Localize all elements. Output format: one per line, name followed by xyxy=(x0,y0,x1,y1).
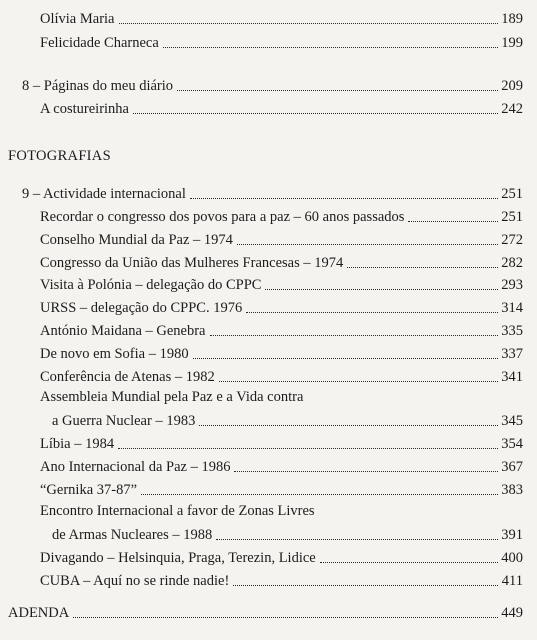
toc-entry-title: 8 – Páginas do meu diário xyxy=(22,78,174,94)
toc-entry-page: 209 xyxy=(501,78,523,94)
dot-leader xyxy=(141,494,498,495)
toc-entry xyxy=(40,479,523,499)
toc-entry-page: 293 xyxy=(501,277,523,293)
dot-leader xyxy=(265,289,498,290)
toc-entry-title: A costureirinha xyxy=(40,101,129,117)
dot-leader xyxy=(190,198,498,199)
toc-entry-title: Recordar o congresso dos povos para a paz – 60 anos passados xyxy=(40,209,405,225)
toc-entry-title: 9 – Actividade internacional xyxy=(22,186,186,202)
dot-leader xyxy=(119,23,499,24)
toc-entry xyxy=(40,274,523,294)
toc-entry-title-line1: Encontro Internacional a favor de Zonas Livres xyxy=(40,503,315,519)
toc-entry xyxy=(40,433,523,453)
toc-entry xyxy=(8,602,523,622)
toc-entry xyxy=(40,229,523,249)
toc-entry-title: Congresso da União das Mulheres Francesas – 1974 xyxy=(40,255,344,271)
toc-entry-page: 189 xyxy=(501,11,523,27)
dot-leader xyxy=(210,335,499,336)
toc-entry xyxy=(40,297,523,317)
toc-entry-title: Divagando – Helsinquia, Praga, Terezin, Lidice xyxy=(40,550,316,566)
toc-chapter xyxy=(22,183,523,203)
toc-chapter xyxy=(22,75,523,95)
toc-entry-page: 383 xyxy=(501,482,523,498)
toc-entry-title: Felicidade Charneca xyxy=(40,35,159,51)
dot-leader xyxy=(233,585,498,586)
toc-entry-page: 341 xyxy=(501,369,523,385)
toc-entry-page: 411 xyxy=(501,573,523,589)
toc-entry-title: De novo em Sofia – 1980 xyxy=(40,346,189,362)
toc-entry xyxy=(40,206,523,226)
dot-leader xyxy=(237,244,498,245)
dot-leader xyxy=(347,267,498,268)
toc-entry xyxy=(40,343,523,363)
toc-entry-title-line1: Assembleia Mundial pela Paz e a Vida contra xyxy=(40,389,304,405)
toc-entry-page: 354 xyxy=(501,436,523,452)
dot-leader xyxy=(320,562,498,563)
toc-entry-page: 314 xyxy=(501,300,523,316)
toc-entry xyxy=(40,547,523,567)
dot-leader xyxy=(73,617,498,618)
toc-entry xyxy=(40,8,523,28)
toc-entry-title-line2: de Armas Nucleares – 1988 xyxy=(52,527,213,543)
dot-leader xyxy=(118,448,498,449)
toc-entry-title: Olívia Maria xyxy=(40,11,115,27)
toc-entry-page: 282 xyxy=(501,255,523,271)
dot-leader xyxy=(199,425,498,426)
dot-leader xyxy=(193,358,498,359)
toc-entry-title: ADENDA xyxy=(8,605,70,621)
section-heading: FOTOGRAFIAS xyxy=(8,148,111,164)
toc-entry xyxy=(40,456,523,476)
dot-leader xyxy=(234,471,498,472)
toc-entry xyxy=(52,410,523,430)
toc-entry-page: 335 xyxy=(501,323,523,339)
dot-leader xyxy=(246,312,498,313)
dot-leader xyxy=(216,539,498,540)
toc-entry-title: CUBA – Aquí no se rinde nadie! xyxy=(40,573,230,589)
dot-leader xyxy=(163,47,498,48)
dot-leader xyxy=(177,90,498,91)
dot-leader xyxy=(408,221,498,222)
toc-entry-page: 391 xyxy=(501,527,523,543)
toc-entry-page: 337 xyxy=(501,346,523,362)
toc-entry-page: 272 xyxy=(501,232,523,248)
toc-entry-page: 242 xyxy=(501,101,523,117)
toc-entry xyxy=(40,366,523,386)
toc-entry-page: 400 xyxy=(501,550,523,566)
toc-entry xyxy=(40,570,523,590)
dot-leader xyxy=(133,113,498,114)
toc-entry xyxy=(40,252,523,272)
toc-entry xyxy=(40,320,523,340)
toc-entry xyxy=(52,524,523,544)
toc-entry-page: 251 xyxy=(501,186,523,202)
toc-entry-title: URSS – delegação do CPPC. 1976 xyxy=(40,300,243,316)
toc-entry-page: 449 xyxy=(501,605,523,621)
toc-entry-page: 367 xyxy=(501,459,523,475)
toc-entry xyxy=(40,98,523,118)
toc-entry-title: Visita à Polónia – delegação do CPPC xyxy=(40,277,262,293)
toc-entry-title: “Gernika 37-87” xyxy=(40,482,138,498)
toc-entry-title-line2: a Guerra Nuclear – 1983 xyxy=(52,413,196,429)
toc-entry-page: 199 xyxy=(501,35,523,51)
toc-entry xyxy=(40,32,523,52)
toc-entry-page: 251 xyxy=(501,209,523,225)
toc-entry-title: Líbia – 1984 xyxy=(40,436,115,452)
dot-leader xyxy=(219,381,498,382)
toc-entry-title: Conselho Mundial da Paz – 1974 xyxy=(40,232,233,248)
toc-entry-title: Ano Internacional da Paz – 1986 xyxy=(40,459,231,475)
toc-entry-page: 345 xyxy=(501,413,523,429)
toc-entry-title: Conferência de Atenas – 1982 xyxy=(40,369,215,385)
toc-entry-title: António Maidana – Genebra xyxy=(40,323,206,339)
